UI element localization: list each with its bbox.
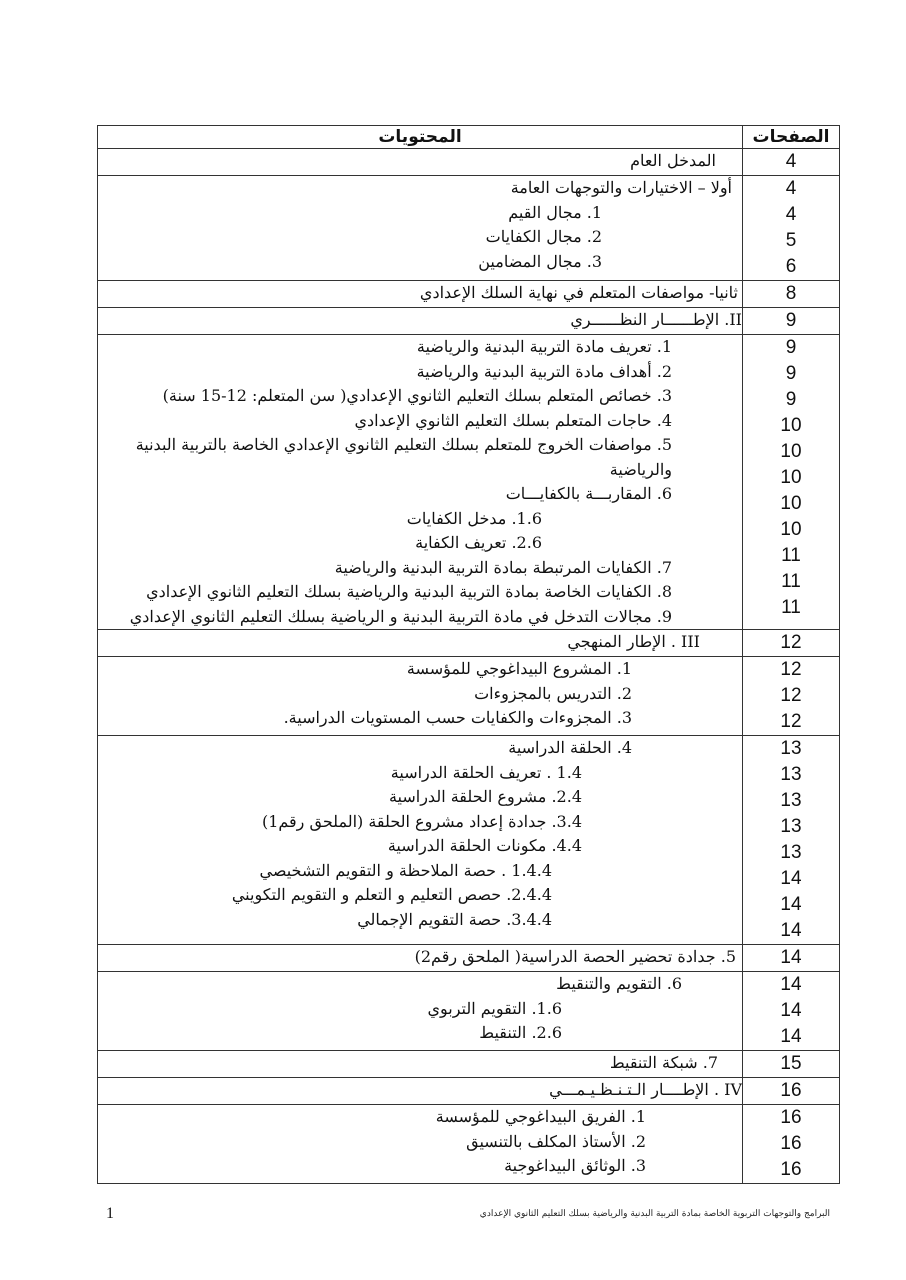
page-number: 1: [106, 1205, 114, 1222]
contents-cell: [98, 630, 743, 657]
page-number-value: 16: [780, 1133, 802, 1154]
page-number-value: 13: [780, 764, 802, 785]
page-number-value: 11: [781, 597, 801, 618]
page-numbers-cell: [743, 1105, 840, 1184]
page-number-value: 13: [780, 842, 802, 863]
toc-row: [98, 630, 840, 657]
toc-entry: IV . الإطــــار الـتـنـظـيـمـــي: [549, 1080, 742, 1099]
contents-cell: [98, 281, 743, 308]
contents-cell: [98, 335, 743, 630]
toc-row: [98, 335, 840, 630]
page-number-value: 13: [780, 816, 802, 837]
toc-row: [98, 1078, 840, 1105]
footer-title: البرامج والتوجهات التربوية الخاصة بمادة التربية البدنية والرياضية بسلك التعليم الثانوي الإعدادي: [479, 1209, 830, 1219]
toc-entry: 3.4.4. حصة التقويم الإجمالي: [357, 909, 552, 929]
page-number-value: 12: [780, 659, 802, 680]
toc-entry: 4. الحلقة الدراسية: [508, 738, 632, 757]
page-numbers-cell: [743, 1051, 840, 1078]
toc-entry: 7. الكفايات المرتبطة بمادة التربية البدنية والرياضية: [334, 557, 672, 577]
toc-entry: 2.6. تعريف الكفاية: [415, 533, 542, 552]
contents-cell: [98, 149, 743, 176]
toc-entry: 9. مجالات التدخل في مادة التربية البدنية و الرياضية بسلك التعليم الثانوي الإعدادي: [129, 606, 672, 626]
toc-entry: أولا – الاختيارات والتوجهات العامة: [510, 178, 732, 197]
toc-row: [98, 149, 840, 176]
page-number-value: 10: [780, 415, 802, 436]
toc-entry: 4.4. مكونات الحلقة الدراسية: [387, 836, 582, 855]
page-number-value: 14: [780, 1026, 802, 1047]
toc-row: [98, 176, 840, 281]
page-number-value: 10: [780, 493, 802, 514]
page-number-value: 5: [785, 230, 797, 251]
contents-cell: [98, 1105, 743, 1184]
toc-entry: 5. مواصفات الخروج للمتعلم بسلك التعليم الثانوي الإعدادي الخاصة بالتربية البدنية والرياضية: [135, 435, 672, 479]
pages-header: الصفحات: [743, 126, 840, 149]
page-number-value: 9: [785, 389, 797, 410]
page-number-value: 4: [785, 151, 797, 172]
toc-entry: ثانيا- مواصفات المتعلم في نهاية السلك الإعدادي: [419, 283, 738, 302]
toc-entry: 6. المقاربـــة بالكفايـــات: [505, 484, 672, 503]
toc-entry: 2. مجال الكفايات: [485, 227, 602, 246]
toc-entry: 1. الفريق البيداغوجي للمؤسسة: [435, 1107, 646, 1126]
page-number-value: 13: [780, 738, 802, 759]
toc-entry: 7. شبكة التنقيط: [609, 1053, 718, 1072]
toc-entry: 3. مجال المضامين: [478, 251, 602, 271]
page-numbers-cell: [743, 657, 840, 736]
page-numbers-cell: [743, 281, 840, 308]
page-numbers-cell: [743, 149, 840, 176]
contents-cell: [98, 176, 743, 281]
toc-entry: 5. جدادة تحضير الحصة الدراسية( الملحق رقم2): [414, 947, 736, 966]
contents-cell: [98, 972, 743, 1051]
page-number-value: 14: [780, 894, 802, 915]
table-of-contents: [97, 125, 840, 1184]
toc-row: [98, 736, 840, 945]
page-number-value: 16: [780, 1159, 802, 1180]
toc-row: [98, 1105, 840, 1184]
page-numbers-cell: [743, 630, 840, 657]
page-number-value: 10: [780, 441, 802, 462]
toc-row: [98, 1051, 840, 1078]
toc-entry: 3. المجزوءات والكفايات حسب المستويات الدراسية.: [283, 708, 632, 727]
page-numbers-cell: [743, 972, 840, 1051]
toc-entry: 2.4.4. حصص التعليم و التعلم و التقويم التكويني: [231, 885, 552, 904]
page-number-value: 10: [780, 467, 802, 488]
page-number-value: 4: [785, 178, 797, 199]
page-number-value: 12: [780, 632, 802, 653]
toc-entry: 1. مجال القيم: [508, 202, 602, 222]
toc-entry: 2. أهداف مادة التربية البدنية والرياضية: [416, 361, 672, 381]
page-numbers-cell: [743, 176, 840, 281]
contents-cell: [98, 308, 743, 335]
toc-entry: 3. خصائص المتعلم بسلك التعليم الثانوي الإعدادي( سن المتعلم: 12-15 سنة): [162, 386, 672, 405]
page-number-value: 10: [780, 519, 802, 540]
page-number-value: 9: [785, 337, 797, 358]
toc-row: [98, 308, 840, 335]
toc-entry: المدخل العام: [630, 151, 716, 170]
toc-entry: 2.6. التنقيط: [479, 1023, 562, 1042]
page-number-value: 14: [780, 868, 802, 889]
page-footer: [100, 1205, 830, 1225]
page-numbers-cell: [743, 945, 840, 972]
toc-entry: 1.6. التقويم التربوي: [427, 998, 562, 1018]
contents-cell: [98, 1051, 743, 1078]
toc-entry: II. الإطــــــار النظــــــري: [570, 310, 742, 329]
toc-row: [98, 281, 840, 308]
page-number-value: 15: [780, 1053, 802, 1074]
toc-entry: 8. الكفايات الخاصة بمادة التربية البدنية والرياضية بسلك التعليم الثانوي الإعدادي: [146, 582, 672, 601]
toc-entry: 4. حاجات المتعلم بسلك التعليم الثانوي الإعدادي: [354, 410, 672, 430]
toc-entry: 1.4.4 . حصة الملاحظة و التقويم التشخيصي: [259, 860, 552, 880]
page-number-value: 14: [780, 974, 802, 995]
toc-entry: 1.6. مدخل الكفايات: [406, 508, 542, 528]
page-numbers-cell: [743, 308, 840, 335]
page-number-value: 8: [785, 283, 797, 304]
toc-entry: 1. المشروع البيداغوجي للمؤسسة: [406, 659, 632, 678]
toc-row: [98, 972, 840, 1051]
toc-entry: 2. الأستاذ المكلف بالتنسيق: [466, 1131, 646, 1151]
page-number-value: 12: [780, 711, 802, 732]
toc-entry: 1.4 . تعريف الحلقة الدراسية: [390, 762, 582, 782]
page-numbers-cell: [743, 335, 840, 630]
toc-entry: 1. تعريف مادة التربية البدنية والرياضية: [416, 337, 672, 356]
page-number-value: 11: [781, 571, 801, 592]
contents-cell: [98, 736, 743, 945]
page-number-value: 16: [780, 1080, 802, 1101]
page-number-value: 4: [785, 204, 797, 225]
page-number-value: 14: [780, 947, 802, 968]
page-number-value: 11: [781, 545, 801, 566]
contents-cell: [98, 1078, 743, 1105]
contents-cell: [98, 657, 743, 736]
page-numbers-cell: [743, 736, 840, 945]
contents-header: المحتويات: [98, 126, 743, 149]
page-number-value: 6: [785, 256, 797, 277]
page-number-value: 16: [780, 1107, 802, 1128]
page-number-value: 14: [780, 1000, 802, 1021]
page-number-value: 13: [780, 790, 802, 811]
toc-entry: III . الإطار المنهجي: [567, 632, 700, 651]
page-number-value: 12: [780, 685, 802, 706]
page-number-value: 9: [785, 310, 797, 331]
toc-row: [98, 657, 840, 736]
toc-entry: 2.4. مشروع الحلقة الدراسية: [388, 787, 582, 806]
toc-entry: 3. الوثائق البيداغوجية: [504, 1156, 646, 1175]
contents-cell: [98, 945, 743, 972]
page-number-value: 9: [785, 363, 797, 384]
page-numbers-cell: [743, 1078, 840, 1105]
toc-entry: 2. التدريس بالمجزوءات: [474, 683, 632, 703]
toc-entry: 6. التقويم والتنقيط: [556, 974, 682, 993]
page-number-value: 14: [780, 920, 802, 941]
toc-entry: 3.4. جدادة إعداد مشروع الحلقة (الملحق رقم1): [261, 811, 582, 831]
toc-row: [98, 945, 840, 972]
